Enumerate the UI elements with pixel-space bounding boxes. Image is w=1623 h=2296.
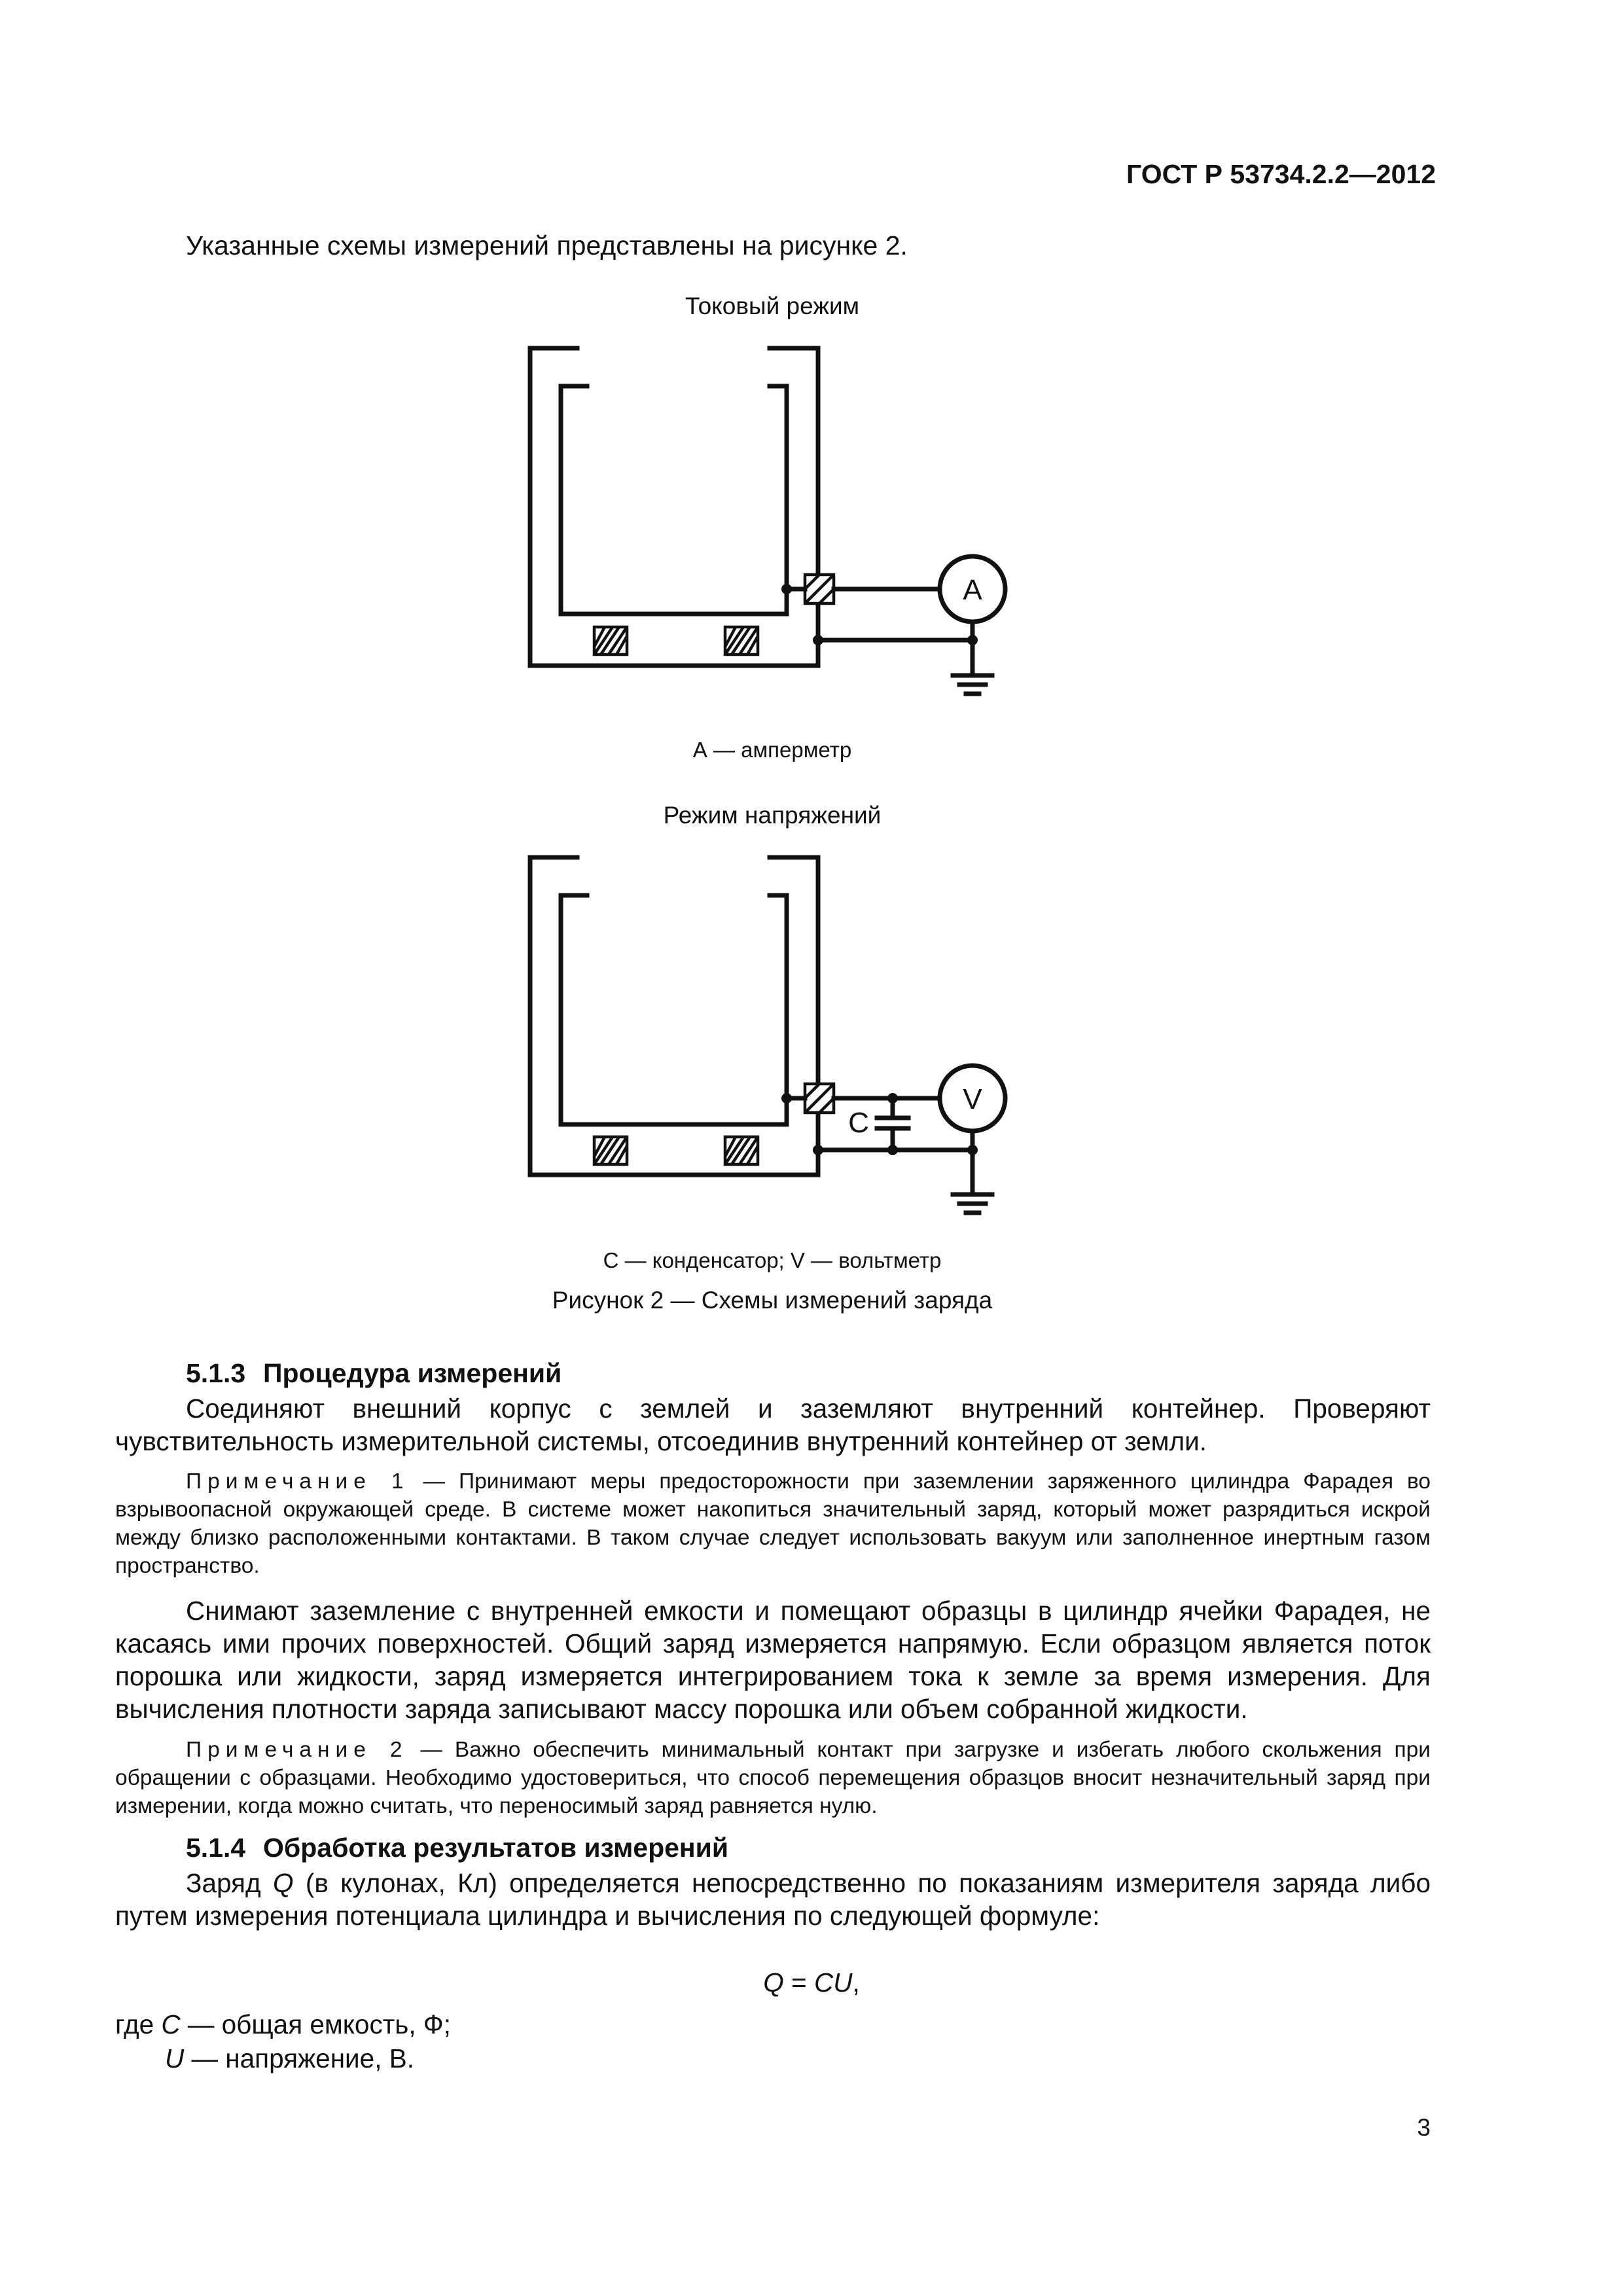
figure-caption: Рисунок 2 — Схемы измерений заряда xyxy=(552,1287,993,1314)
note-2-text: — Важно обеспечить минимальный контакт при загрузке и избегать любого скольжения при обращении с образцами. Необходимо удостовериться, что способ перемещения образцов вносит незначительный заряд при измерении, когда можно считать, что переносимый заряд равняется нулю. xyxy=(115,1738,1431,1818)
figure-panel2-legend: С — конденсатор; V — вольтметр xyxy=(603,1248,942,1272)
capacitor xyxy=(848,1107,908,1139)
section-514-heading xyxy=(186,1833,728,1863)
para-text: (в кулонах, Кл) определяется непосредственно по показаниям измерителя заряда либо путем измерения потенциала цилиндра и вычисления по следующей формуле: xyxy=(115,1868,1431,1931)
feedthrough-insulator xyxy=(805,1084,834,1113)
feedthrough-insulator xyxy=(805,575,834,603)
inner-container xyxy=(561,386,787,614)
ground-symbol xyxy=(953,675,992,694)
voltmeter xyxy=(940,1066,1005,1131)
page-number: 3 xyxy=(1417,2114,1431,2141)
ground-symbol xyxy=(953,1194,992,1213)
where-u-line xyxy=(165,2043,414,2074)
figure-panel1-legend: А — амперметр xyxy=(692,738,852,762)
intro-text: Указанные схемы измерений представлены на рисунке 2. xyxy=(186,230,908,260)
document-code: ГОСТ Р 53734.2.2—2012 xyxy=(1126,159,1436,189)
outer-container xyxy=(530,857,818,1175)
section-514-para xyxy=(115,1867,1431,1932)
formula-q: Q xyxy=(763,1967,784,1998)
ammeter xyxy=(940,556,1005,622)
note-2 xyxy=(115,1736,1431,1820)
current-mode-diagram xyxy=(0,327,1623,733)
outer-container xyxy=(530,348,818,666)
figure-panel1-title: Токовый режим xyxy=(685,293,860,319)
section-513-title: Процедура измерений xyxy=(263,1358,562,1388)
where-u-text: — напряжение, В. xyxy=(184,2043,414,2073)
sample-block xyxy=(594,1137,627,1164)
sample-block xyxy=(594,627,627,655)
where-u-variable: U xyxy=(165,2043,185,2073)
capacitor-label: C xyxy=(848,1107,869,1139)
formula-tail: , xyxy=(852,1967,860,1998)
where-c-text: — общая емкость, Ф; xyxy=(180,2009,451,2039)
section-513-heading xyxy=(186,1358,562,1389)
figure-panel2-title: Режим напряжений xyxy=(663,802,882,829)
section-513-para1: Соединяют внешний корпус с землей и заземляют внутренний контейнер. Проверяют чувствительность измерительной системы, отсоединив внутренний контейнер от земли. xyxy=(115,1393,1431,1456)
note-2-label: Примечание 2 xyxy=(186,1738,408,1762)
note-1-label: Примечание 1 xyxy=(186,1469,410,1494)
note-1-text: — Принимают меры предосторожности при заземлении заряженного цилиндра Фарадея во взрывоопасной окружающей среде. В системе может накопиться значительный заряд, который может разрядиться искрой между близко расположенными контактами. В таком случае следует использовать вакуум или заполненное инертным газом пространство. xyxy=(115,1469,1431,1578)
section-513-number: 5.1.3 xyxy=(186,1358,246,1388)
formula-equals: = xyxy=(783,1967,814,1998)
section-514-title: Обработка результатов измерений xyxy=(263,1833,729,1863)
where-c-variable: C xyxy=(161,2009,181,2039)
where-c-line xyxy=(115,2009,451,2040)
where-word: где xyxy=(115,2009,162,2039)
formula-cu: CU xyxy=(813,1967,853,1998)
section-513-para2: Снимают заземление с внутренней емкости и помещают образцы в цилиндр ячейки Фарадея, не касаясь ими прочих поверхностей. Общий заряд измеряется напрямую. Если образцом является поток порошка или жидкости, заряд измеряется интегрированием тока к земле за время измерения. Для вычисления плотности заряда записывают массу порошка или объем собранной жидкости. xyxy=(115,1596,1431,1724)
ammeter-label: A xyxy=(963,574,982,606)
inner-container xyxy=(561,895,787,1124)
formula xyxy=(0,1967,1623,1998)
charge-variable: Q xyxy=(272,1868,294,1898)
sample-block xyxy=(725,627,758,655)
note-1 xyxy=(115,1467,1431,1580)
voltage-mode-diagram xyxy=(0,838,1623,1244)
sample-block xyxy=(725,1137,758,1164)
para-text: Заряд xyxy=(186,1868,273,1898)
section-514-number: 5.1.4 xyxy=(186,1833,246,1863)
voltmeter-label: V xyxy=(963,1083,982,1115)
